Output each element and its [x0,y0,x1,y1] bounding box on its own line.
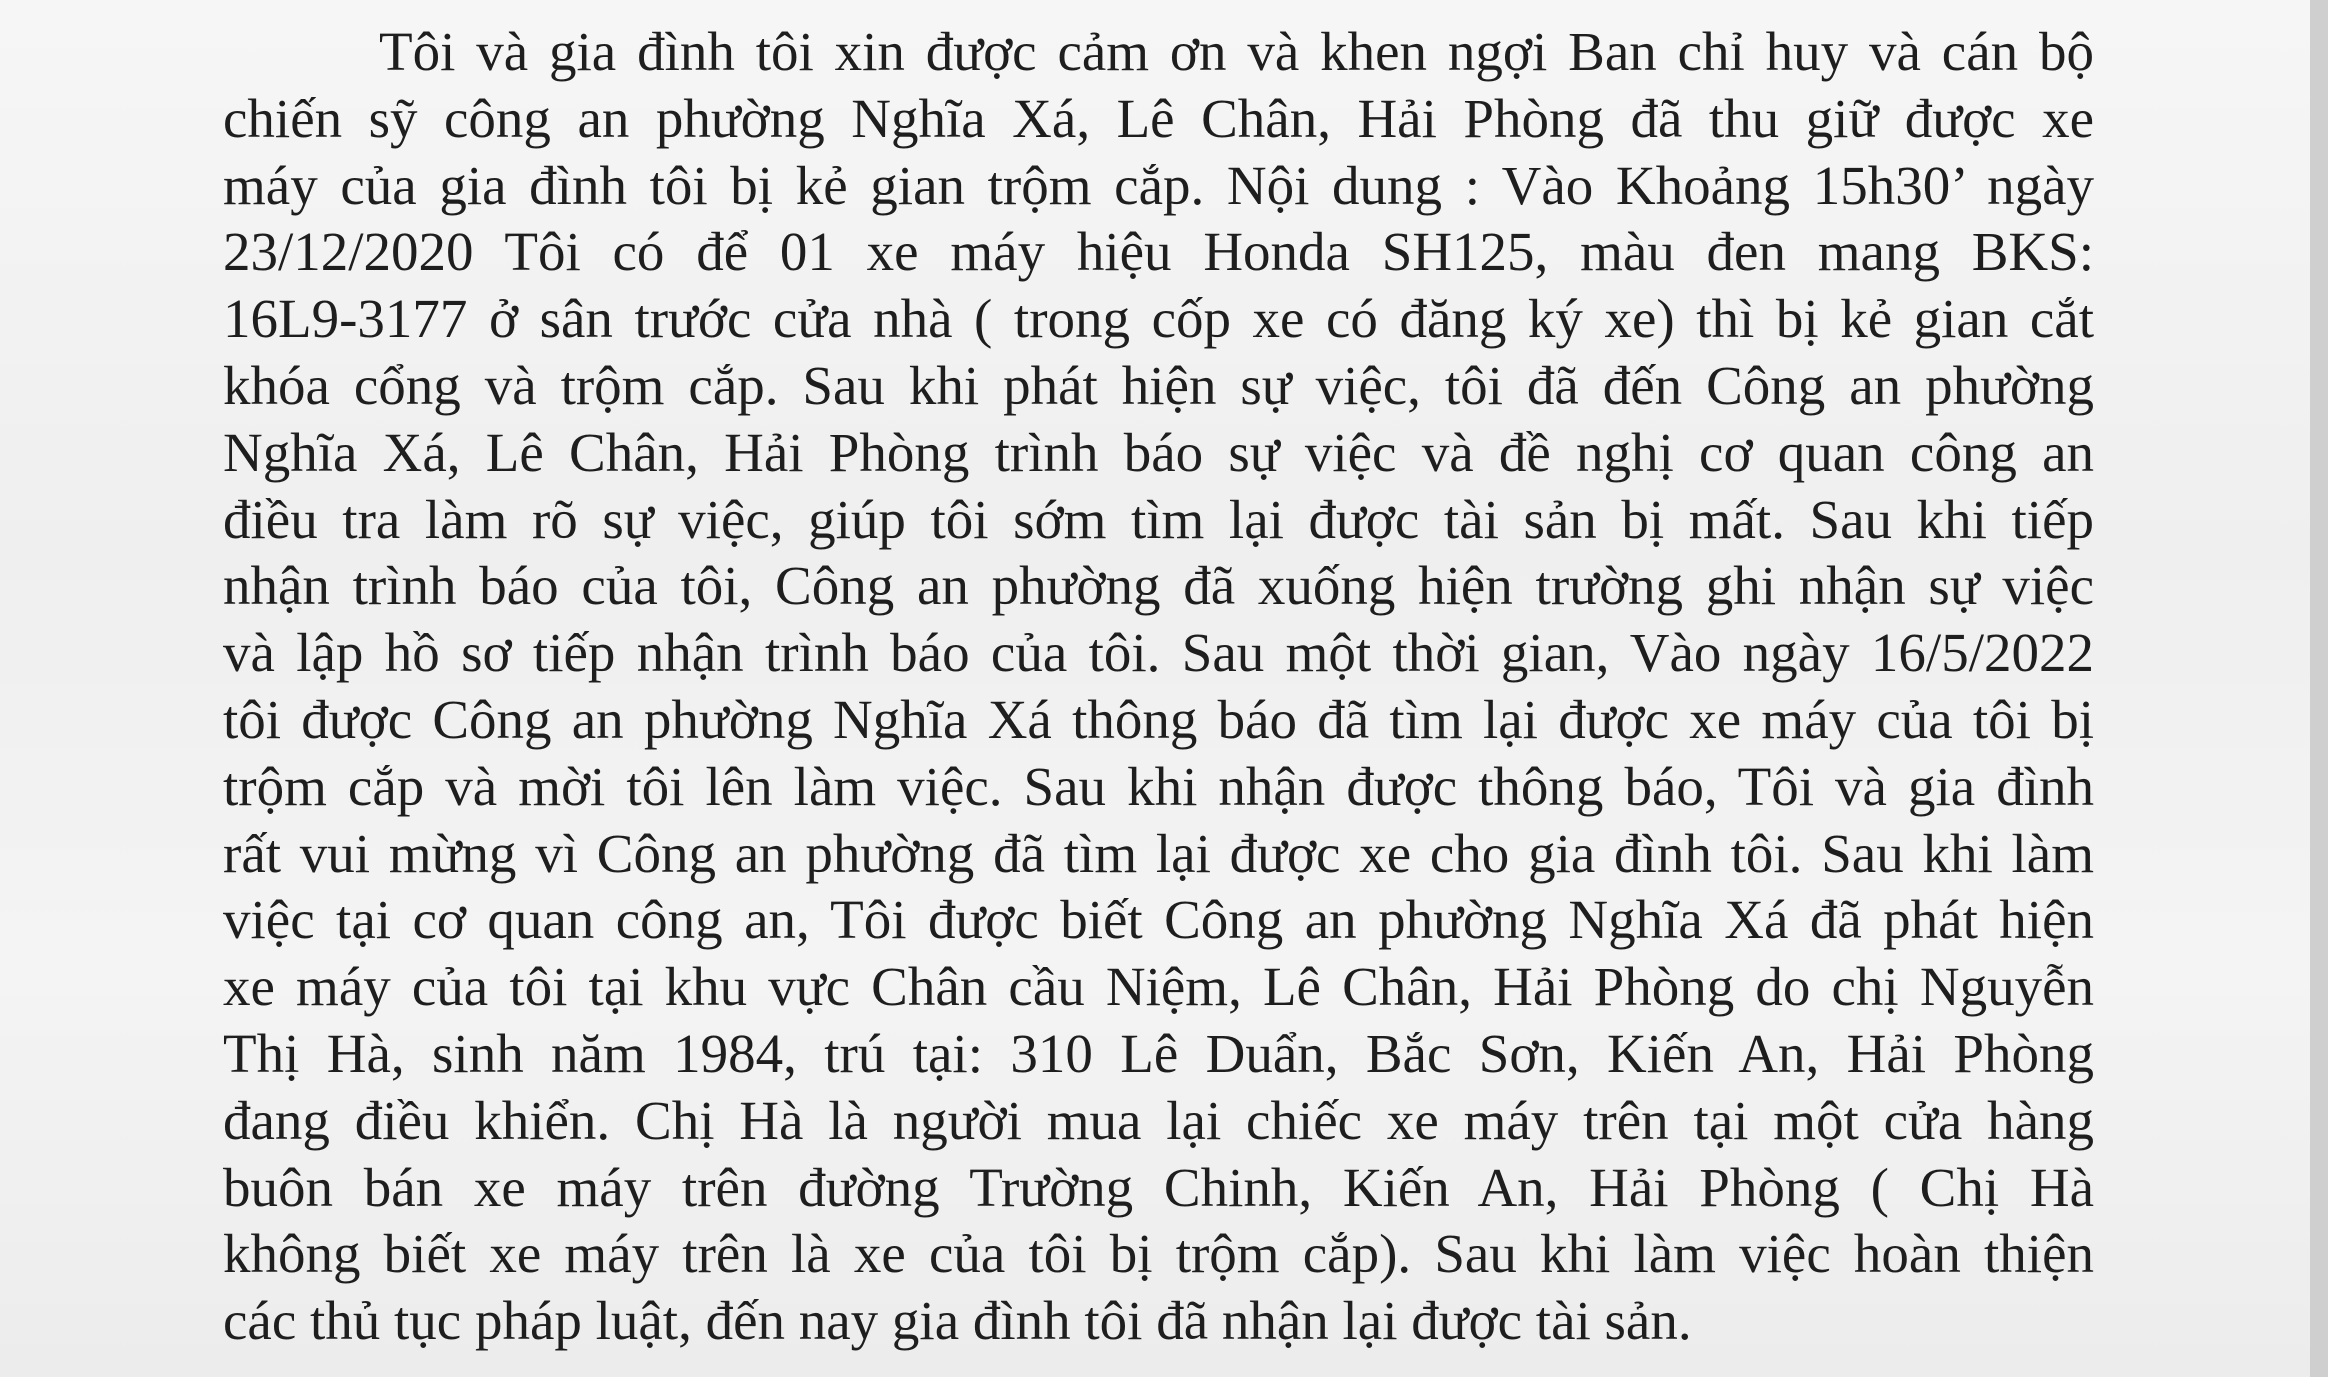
text-line: các thủ tục pháp luật, đến nay gia đình tôi đã nhận lại được tài sản. [223,1290,1692,1352]
text-line: rất vui mừng vì Công an phường đã tìm lại được xe cho gia đình tôi. Sau khi làm [223,822,2094,884]
text-line: Thị Hà, sinh năm 1984, trú tại: 310 Lê Duẩn, Bắc Sơn, Kiến An, Hải Phòng [223,1022,2094,1084]
text-line: xe máy của tôi tại khu vực Chân cầu Niệm, Lê Chân, Hải Phòng do chị Nguyễn [223,956,2094,1018]
text-line: đang điều khiển. Chị Hà là người mua lại chiếc xe máy trên tại một cửa hàng [223,1089,2094,1151]
scan-edge [2310,0,2328,1377]
text-line: việc tại cơ quan công an, Tôi được biết Công an phường Nghĩa Xá đã phát hiện [223,889,2094,951]
text-line: tôi được Công an phường Nghĩa Xá thông báo đã tìm lại được xe máy của tôi bị [223,688,2094,750]
text-line: máy của gia đình tôi bị kẻ gian trộm cắp. Nội dung : Vào Khoảng 15h30’ ngày [223,154,2094,216]
text-line: khóa cổng và trộm cắp. Sau khi phát hiện sự việc, tôi đã đến Công an phường [223,354,2094,416]
text-line: không biết xe máy trên là xe của tôi bị trộm cắp). Sau khi làm việc hoàn thiện [223,1223,2094,1285]
text-line: 16L9-3177 ở sân trước cửa nhà ( trong cốp xe có đăng ký xe) thì bị kẻ gian cắt [223,288,2094,350]
text-line: nhận trình báo của tôi, Công an phường đã xuống hiện trường ghi nhận sự việc [223,555,2094,617]
text-line: và lập hồ sơ tiếp nhận trình báo của tôi. Sau một thời gian, Vào ngày 16/5/2022 [223,622,2094,684]
text-line: trộm cắp và mời tôi lên làm việc. Sau khi nhận được thông báo, Tôi và gia đình [223,755,2094,817]
text-line: điều tra làm rõ sự việc, giúp tôi sớm tìm lại được tài sản bị mất. Sau khi tiếp [223,488,2094,550]
text-line: chiến sỹ công an phường Nghĩa Xá, Lê Chân, Hải Phòng đã thu giữ được xe [223,87,2094,149]
text-line: Nghĩa Xá, Lê Chân, Hải Phòng trình báo sự việc và đề nghị cơ quan công an [223,421,2094,483]
letter-paragraph [223,19,2094,1355]
text-line: buôn bán xe máy trên đường Trường Chinh, Kiến An, Hải Phòng ( Chị Hà [223,1156,2094,1218]
text-line: Tôi và gia đình tôi xin được cảm ơn và khen ngợi Ban chỉ huy và cán bộ [379,21,2094,82]
text-line: 23/12/2020 Tôi có để 01 xe máy hiệu Honda SH125, màu đen mang BKS: [223,221,2094,283]
